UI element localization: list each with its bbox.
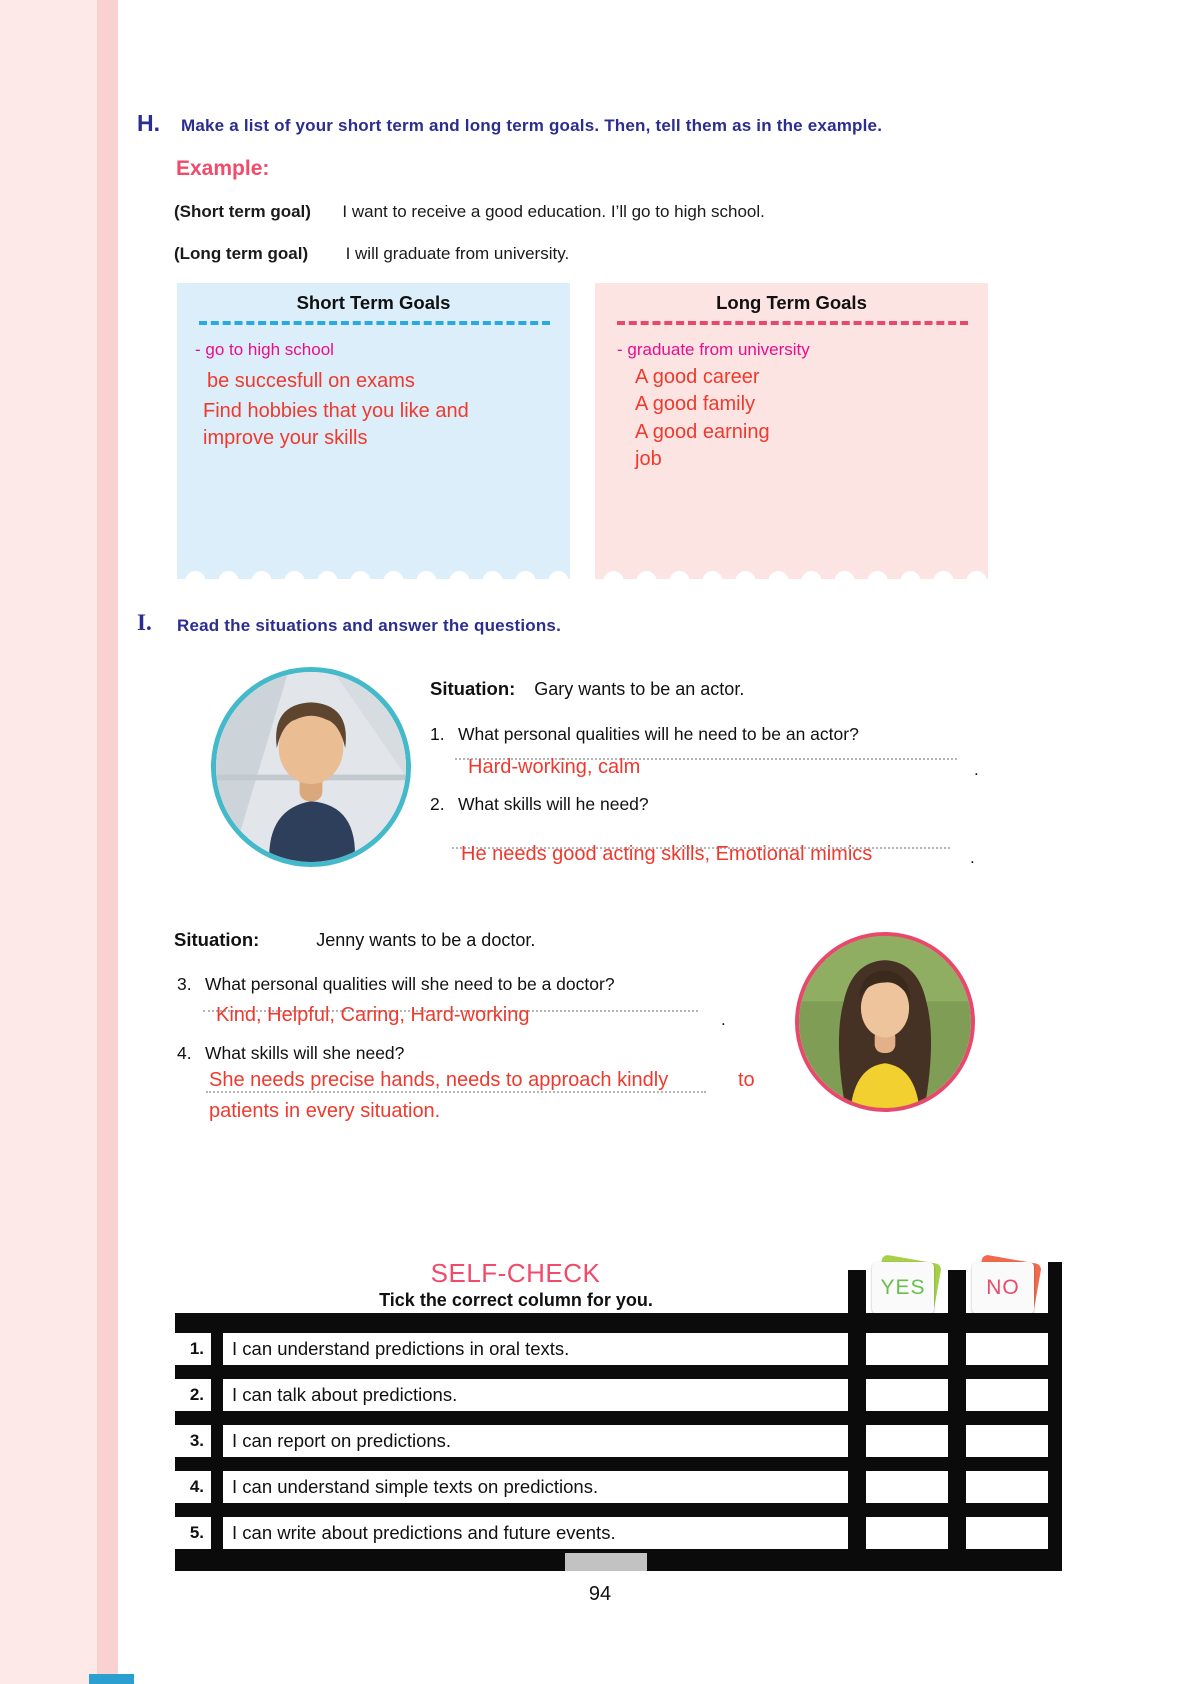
short-box-printed-item: - go to high school	[195, 340, 334, 359]
girl-photo	[795, 932, 975, 1112]
section-h-label: H.	[137, 110, 160, 136]
short-box-answer-3: improve your skills	[203, 427, 368, 449]
row5-statement: I can write about predictions and future events.	[232, 1522, 616, 1543]
long-term-goal-text: I will graduate from university.	[345, 244, 570, 263]
left-margin-band	[0, 0, 97, 1684]
answer4-text-line2: patients in every situation.	[209, 1100, 441, 1122]
girl-illustration	[799, 936, 971, 1108]
row2-yes-cell[interactable]	[866, 1379, 948, 1411]
situation1-text: Gary wants to be an actor.	[534, 679, 745, 699]
situation2-label: Situation:	[174, 929, 260, 950]
answer4-text-line1: She needs precise hands, needs to approach kindly	[209, 1069, 669, 1091]
example-label: Example:	[176, 157, 270, 180]
row5-number-cell	[175, 1517, 211, 1549]
section-i-instruction: Read the situations and answer the questions.	[177, 616, 562, 635]
long-term-goal-line	[174, 244, 569, 264]
yes-tab-label: YES	[872, 1262, 934, 1314]
row5-number: 5.	[189, 1523, 204, 1542]
self-check-title: SELF-CHECK	[430, 1258, 601, 1288]
yes-tab	[872, 1262, 938, 1314]
row1-yes-cell[interactable]	[866, 1333, 948, 1365]
short-term-goals-box	[177, 283, 570, 579]
row2-statement: I can talk about predictions.	[232, 1384, 458, 1405]
row3-number: 3.	[189, 1431, 204, 1450]
left-margin-strip	[97, 0, 118, 1684]
question4-number: 4.	[177, 1043, 192, 1063]
situation2-line	[174, 929, 535, 951]
row4-statement: I can understand simple texts on predictions.	[232, 1476, 599, 1497]
question2-number: 2.	[430, 794, 445, 814]
section-h-instruction: Make a list of your short term and long term goals. Then, tell them as in the example.	[181, 116, 883, 135]
page-number: 94	[588, 1583, 612, 1605]
long-box-scallop-edge	[597, 563, 988, 581]
question1-text: What personal qualities will he need to be an actor?	[458, 724, 859, 744]
right-column-stub	[1048, 1262, 1062, 1315]
question3-number: 3.	[177, 974, 192, 994]
bottom-gray-tab	[565, 1553, 647, 1571]
row4-number: 4.	[189, 1477, 204, 1496]
row1-no-cell[interactable]	[966, 1333, 1048, 1365]
self-check-subtitle: Tick the correct column for you.	[379, 1290, 653, 1310]
row5-no-cell[interactable]	[966, 1517, 1048, 1549]
long-box-answer-3: A good earning	[635, 421, 770, 443]
long-box-title: Long Term Goals	[716, 292, 867, 313]
short-box-answer-1: be succesfull on exams	[207, 370, 415, 392]
answer1-text: Hard-working, calm	[468, 756, 641, 778]
row3-no-cell[interactable]	[966, 1425, 1048, 1457]
row3-statement: I can report on predictions.	[232, 1430, 452, 1451]
answer4-to: to	[738, 1069, 755, 1091]
situation1-label: Situation:	[430, 678, 516, 699]
row3-statement-cell	[223, 1425, 848, 1457]
row4-no-cell[interactable]	[966, 1471, 1048, 1503]
bottom-blue-mark	[89, 1674, 134, 1684]
question4-text: What skills will she need?	[205, 1043, 405, 1063]
row2-no-cell[interactable]	[966, 1379, 1048, 1411]
answer1-period: .	[974, 760, 979, 779]
long-box-dashed-line	[617, 321, 968, 325]
short-term-goal-line	[174, 202, 765, 222]
answer3-text: Kind, Helpful, Caring, Hard-working	[216, 1004, 530, 1026]
long-box-answer-1: A good career	[635, 366, 760, 388]
long-box-answer-4: job	[635, 448, 662, 470]
short-box-title: Short Term Goals	[296, 292, 451, 313]
short-term-goal-label: (Short term goal)	[174, 202, 311, 221]
question3-text: What personal qualities will she need to be a doctor?	[205, 974, 615, 994]
row2-number-cell	[175, 1379, 211, 1411]
row1-number: 1.	[189, 1339, 204, 1358]
yes-column-stub	[848, 1270, 866, 1315]
row4-number-cell	[175, 1471, 211, 1503]
long-term-goal-label: (Long term goal)	[174, 244, 309, 263]
boy-photo	[211, 667, 411, 867]
row3-yes-cell[interactable]	[866, 1425, 948, 1457]
row1-number-cell	[175, 1333, 211, 1365]
long-box-answer-2: A good family	[635, 393, 756, 415]
row2-number: 2.	[189, 1385, 204, 1404]
self-check-table	[175, 1313, 1062, 1571]
section-i-label: I.	[137, 610, 152, 635]
row1-statement-cell	[223, 1333, 848, 1365]
question1-number: 1.	[430, 724, 445, 744]
question2-text: What skills will he need?	[458, 794, 649, 814]
short-box-scallop-edge	[179, 563, 570, 581]
situation2-text: Jenny wants to be a doctor.	[316, 930, 536, 950]
no-tab	[972, 1262, 1038, 1314]
answer3-period: .	[721, 1010, 726, 1029]
row5-yes-cell[interactable]	[866, 1517, 948, 1549]
row3-number-cell	[175, 1425, 211, 1457]
row2-statement-cell	[223, 1379, 848, 1411]
answer2-period: .	[970, 848, 975, 867]
boy-illustration	[216, 672, 406, 862]
row4-statement-cell	[223, 1471, 848, 1503]
row5-statement-cell	[223, 1517, 848, 1549]
short-box-dashed-line	[199, 321, 550, 325]
answer2-text: He needs good acting skills, Emotional mimics	[461, 843, 873, 865]
short-term-goal-text: I want to receive a good education. I’ll go to high school.	[342, 202, 765, 221]
long-box-printed-item: - graduate from university	[617, 340, 810, 359]
row1-statement: I can understand predictions in oral texts.	[232, 1338, 570, 1359]
short-box-answer-2: Find hobbies that you like and	[203, 400, 469, 422]
mid-column-stub	[948, 1270, 966, 1315]
row4-yes-cell[interactable]	[866, 1471, 948, 1503]
situation1-line	[430, 678, 744, 700]
no-tab-label: NO	[972, 1262, 1034, 1314]
long-term-goals-box	[595, 283, 988, 579]
